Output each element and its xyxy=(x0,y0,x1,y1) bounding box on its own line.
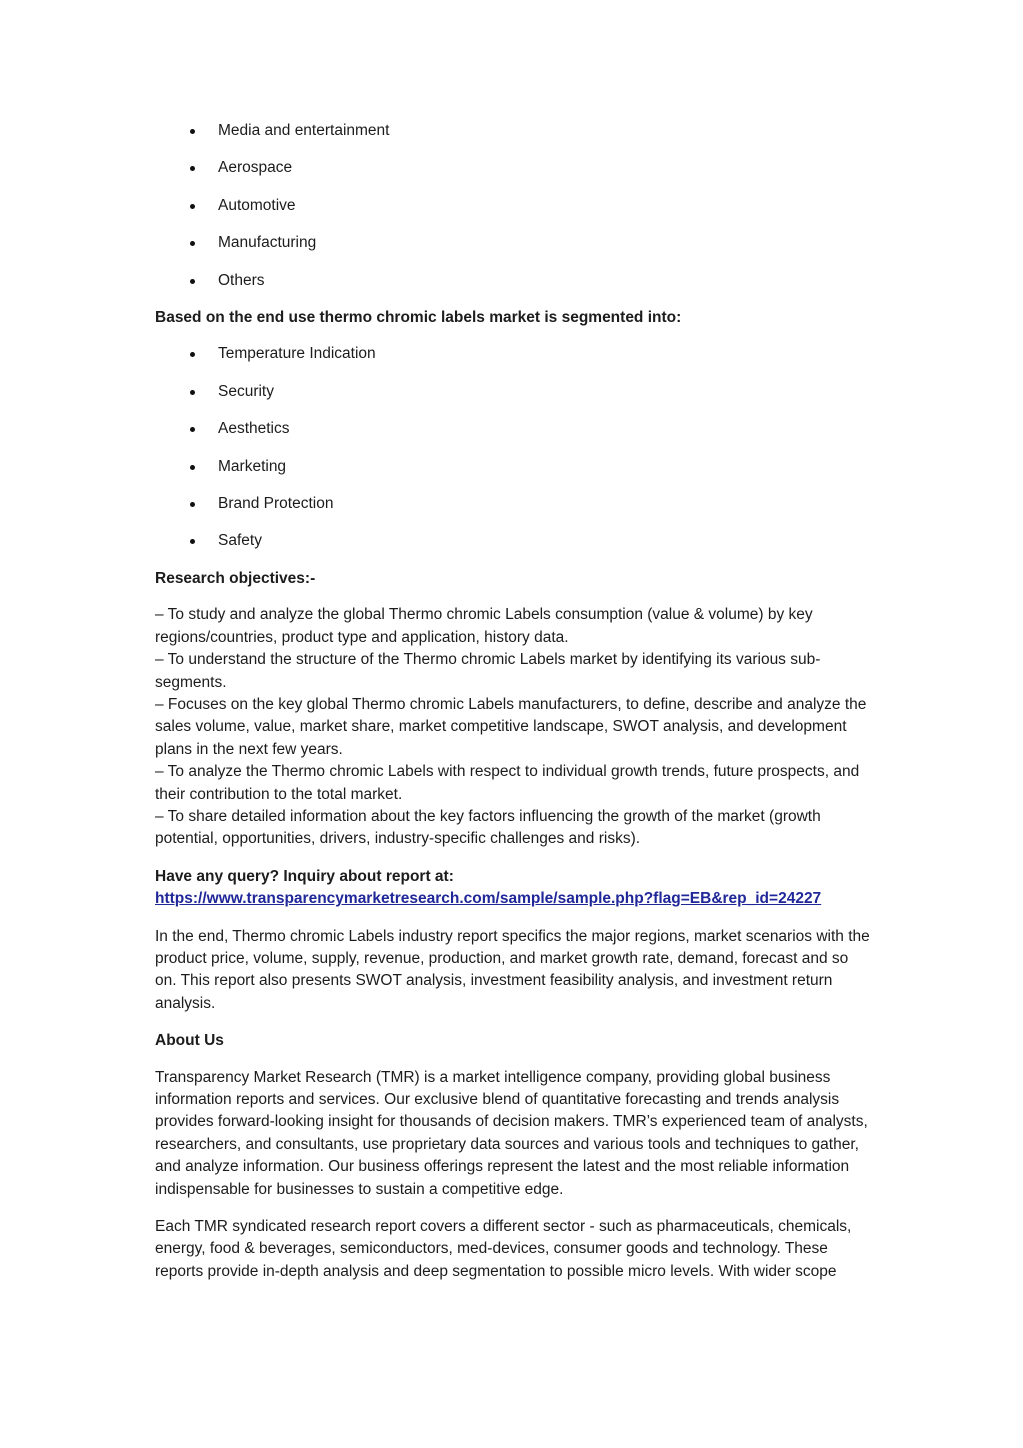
bullet-icon xyxy=(190,204,195,209)
list-item-label: Media and entertainment xyxy=(218,122,390,139)
objective-line: – To study and analyze the global Thermo chromic Labels consumption (value & volume) by key regions/countries, product type and application, history data. xyxy=(155,606,813,646)
about-paragraph-1: Transparency Market Research (TMR) is a market intelligence company, providing global business information reports and services. Our exclusive blend of quantitative forecasting and trends analysis provides forward-looking insight for thousands of decision makers. TMR’s experienced team of analysts, researchers, and consultants, use proprietary data sources and various tools and techniques to gather, and analyze information. Our business offerings represent the latest and the most reliable information indispensable for businesses to sustain a competitive edge. xyxy=(155,1068,868,1198)
list-item xyxy=(190,493,873,515)
list-item-label: Aesthetics xyxy=(218,420,290,438)
list-item xyxy=(190,270,873,292)
application-segment-list xyxy=(155,120,873,292)
bullet-icon xyxy=(190,129,195,134)
bullet-icon xyxy=(190,166,195,171)
end-use-segment-list xyxy=(155,343,873,552)
list-item-label: Brand Protection xyxy=(218,495,334,513)
bullet-icon xyxy=(190,502,195,507)
list-item xyxy=(190,232,873,254)
about-paragraph-2: Each TMR syndicated research report covers a different sector - such as pharmaceuticals, chemicals, energy, food & beverages, semiconductors, med-devices, consumer goods and technology. These reports provide in-depth analysis and deep segmentation to possible micro levels. With wider scope xyxy=(155,1218,852,1280)
research-objectives-heading: Research objectives:- xyxy=(155,569,316,587)
end-use-segmentation-heading: Based on the end use thermo chromic labels market is segmented into: xyxy=(155,309,682,327)
bullet-icon xyxy=(190,352,195,357)
list-item-label: Safety xyxy=(218,532,262,550)
list-item-label: Marketing xyxy=(218,457,287,475)
objective-line: – To analyze the Thermo chromic Labels with respect to individual growth trends, future prospects, and their contribution to the total market. xyxy=(155,763,860,803)
list-item xyxy=(190,157,873,179)
list-item-label: Manufacturing xyxy=(218,234,317,252)
list-item-label: Temperature Indication xyxy=(218,345,376,363)
inquiry-heading: Have any query? Inquiry about report at: xyxy=(155,867,454,885)
bullet-icon xyxy=(190,427,195,432)
list-item-label: Automotive xyxy=(218,196,296,214)
list-item xyxy=(190,120,873,142)
sample-report-link[interactable]: https://www.transparencymarketresearch.com/sample/sample.php?flag=EB&rep_id=24227 xyxy=(155,890,822,908)
list-item xyxy=(190,530,873,552)
bullet-icon xyxy=(190,465,195,470)
list-item-label: Others xyxy=(218,271,265,289)
bullet-icon xyxy=(190,241,195,246)
bullet-icon xyxy=(190,539,195,544)
objective-line: – To share detailed information about the key factors influencing the growth of the market (growth potential, opportunities, drivers, industry-specific challenges and risks). xyxy=(155,807,821,848)
list-item xyxy=(190,456,873,478)
list-item xyxy=(190,418,873,440)
research-objectives-paragraph xyxy=(155,604,873,850)
list-item-label: Aerospace xyxy=(218,159,293,177)
closing-paragraph: In the end, Thermo chromic Labels industry report specifics the major regions, market scenarios with the product price, volume, supply, revenue, production, and market growth rate, demand, forecast and so on. This report also presents SWOT analysis, investment feasibility analysis, and investment return analysis. xyxy=(155,927,870,1012)
about-us-heading: About Us xyxy=(155,1032,224,1050)
list-item xyxy=(190,195,873,217)
bullet-icon xyxy=(190,279,195,284)
list-item xyxy=(190,381,873,403)
document-page xyxy=(155,120,873,1298)
bullet-icon xyxy=(190,390,195,395)
list-item-label: Security xyxy=(218,382,274,400)
inquiry-block xyxy=(155,866,873,911)
list-item xyxy=(190,343,873,365)
objective-line: – To understand the structure of the Thermo chromic Labels market by identifying its various sub-segments. xyxy=(155,651,821,691)
objective-line: – Focuses on the key global Thermo chromic Labels manufacturers, to define, describe and analyze the sales volume, value, market share, market competitive landscape, SWOT analysis, and development plans in the next few years. xyxy=(155,695,867,758)
